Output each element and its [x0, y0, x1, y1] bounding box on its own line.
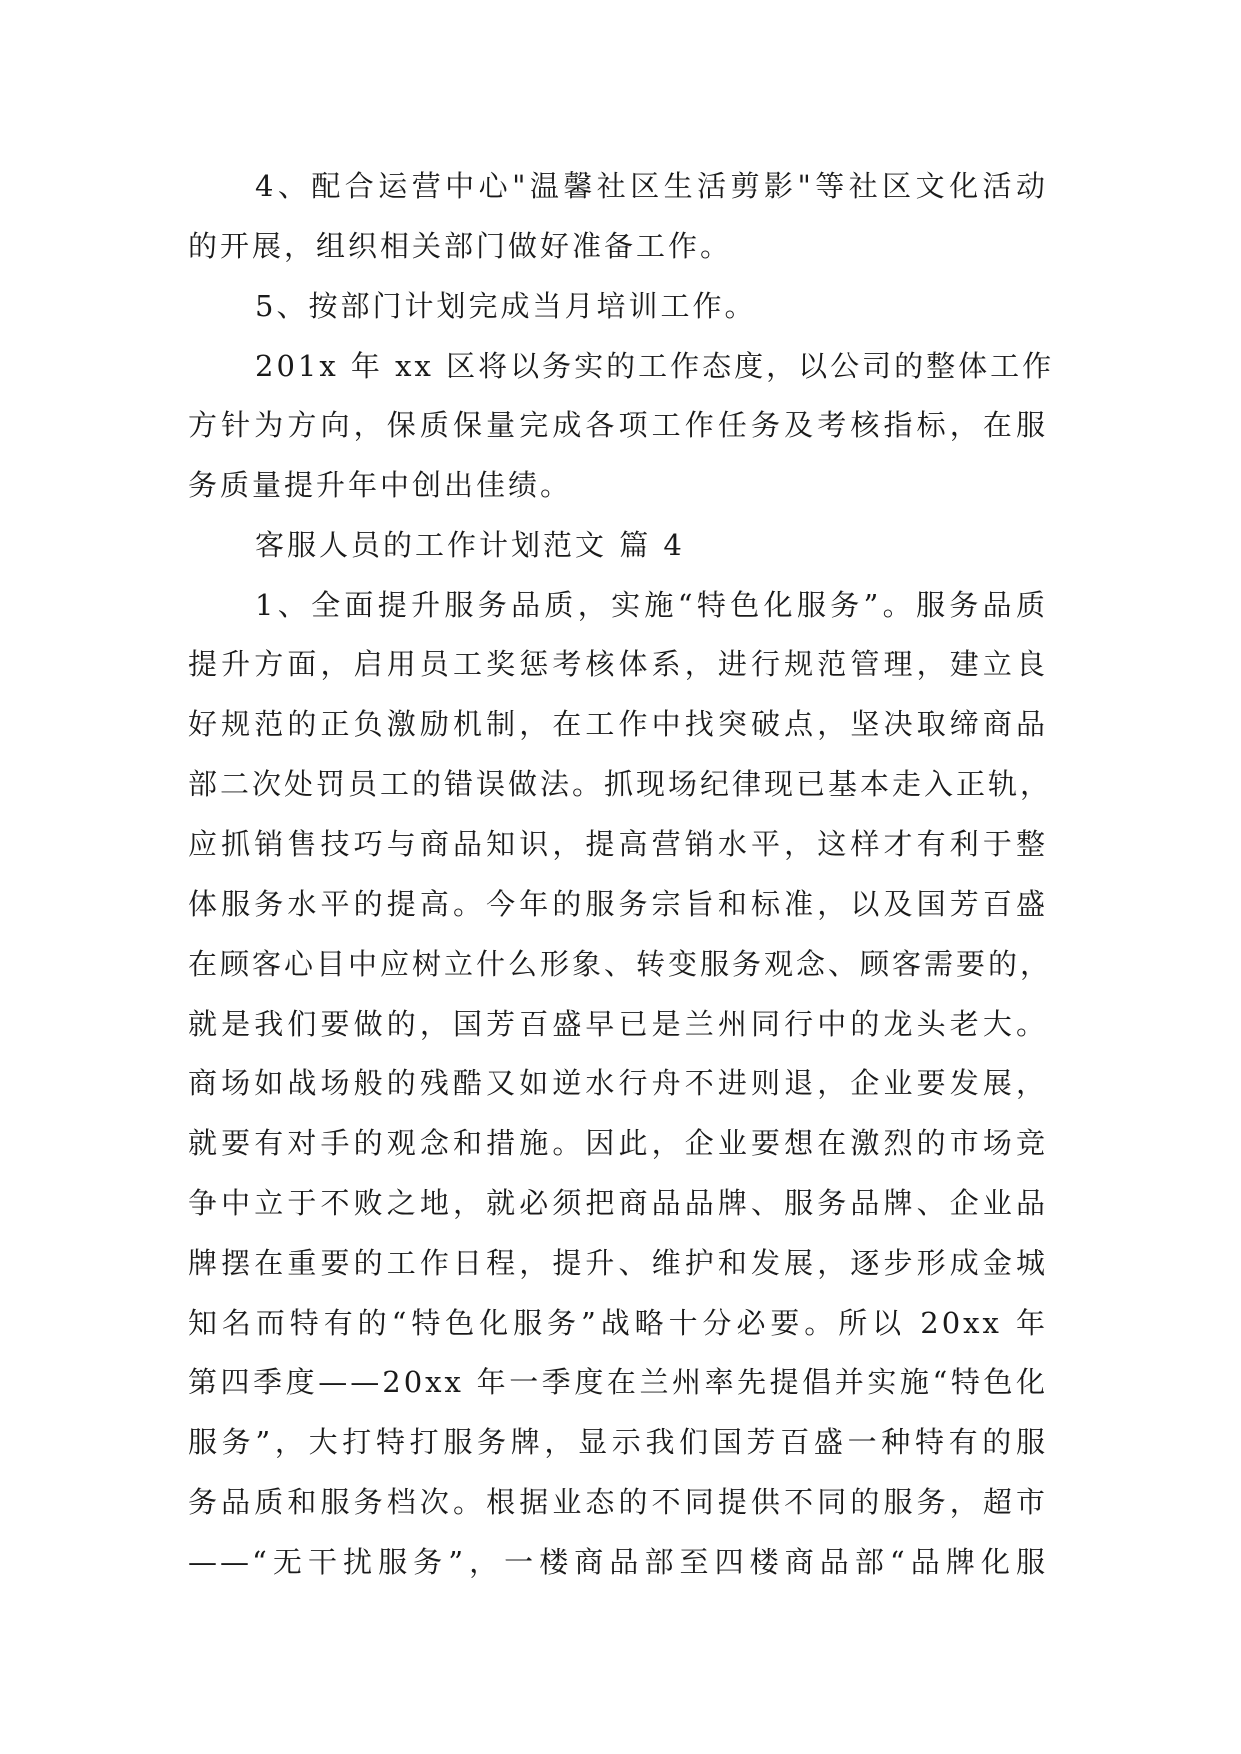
paragraph-line: 第四季度——20xx 年一季度在兰州率先提倡并实施“特色化	[188, 1365, 1048, 1399]
paragraph-line: 方针为方向，保质保量完成各项工作任务及考核指标，在服	[188, 408, 1048, 442]
paragraph-line: 5、按部门计划完成当月培训工作。	[255, 289, 757, 323]
paragraph-line: 商场如战场般的残酷又如逆水行舟不进则退，企业要发展，	[188, 1066, 1048, 1100]
paragraph-line: 服务”，大打特打服务牌，显示我们国芳百盛一种特有的服	[188, 1425, 1048, 1459]
paragraph-line: ——“无干扰服务”，一楼商品部至四楼商品部“品牌化服	[188, 1545, 1048, 1579]
paragraph-line: 务品质和服务档次。根据业态的不同提供不同的服务，超市	[188, 1485, 1048, 1519]
paragraph-line: 知名而特有的“特色化服务”战略十分必要。所以 20xx 年	[188, 1306, 1048, 1340]
paragraph-line: 就是我们要做的，国芳百盛早已是兰州同行中的龙头老大。	[188, 1007, 1048, 1041]
paragraph-line: 务质量提升年中创出佳绩。	[188, 468, 573, 502]
paragraph-line: 争中立于不败之地，就必须把商品品牌、服务品牌、企业品	[188, 1186, 1048, 1220]
paragraph-line: 就要有对手的观念和措施。因此，企业要想在激烈的市场竞	[188, 1126, 1048, 1160]
paragraph-line: 好规范的正负激励机制，在工作中找突破点，坚决取缔商品	[188, 707, 1048, 741]
paragraph-line: 牌摆在重要的工作日程，提升、维护和发展，逐步形成金城	[188, 1246, 1048, 1280]
paragraph-line: 应抓销售技巧与商品知识，提高营销水平，这样才有利于整	[188, 827, 1048, 861]
paragraph-line: 201x 年 xx 区将以务实的工作态度，以公司的整体工作	[255, 349, 1055, 383]
paragraph-line: 4、配合运营中心"温馨社区生活剪影"等社区文化活动	[255, 169, 1048, 203]
paragraph-line: 的开展，组织相关部门做好准备工作。	[188, 229, 733, 263]
section-heading: 客服人员的工作计划范文 篇 4	[255, 528, 685, 562]
paragraph-line: 提升方面，启用员工奖惩考核体系，进行规范管理，建立良	[188, 647, 1048, 681]
paragraph-line: 部二次处罚员工的错误做法。抓现场纪律现已基本走入正轨，	[188, 767, 1053, 801]
paragraph-line: 1、全面提升服务品质，实施“特色化服务”。服务品质	[255, 588, 1048, 622]
paragraph-line: 在顾客心目中应树立什么形象、转变服务观念、顾客需要的，	[188, 947, 1053, 981]
paragraph-line: 体服务水平的提高。今年的服务宗旨和标准，以及国芳百盛	[188, 887, 1048, 921]
